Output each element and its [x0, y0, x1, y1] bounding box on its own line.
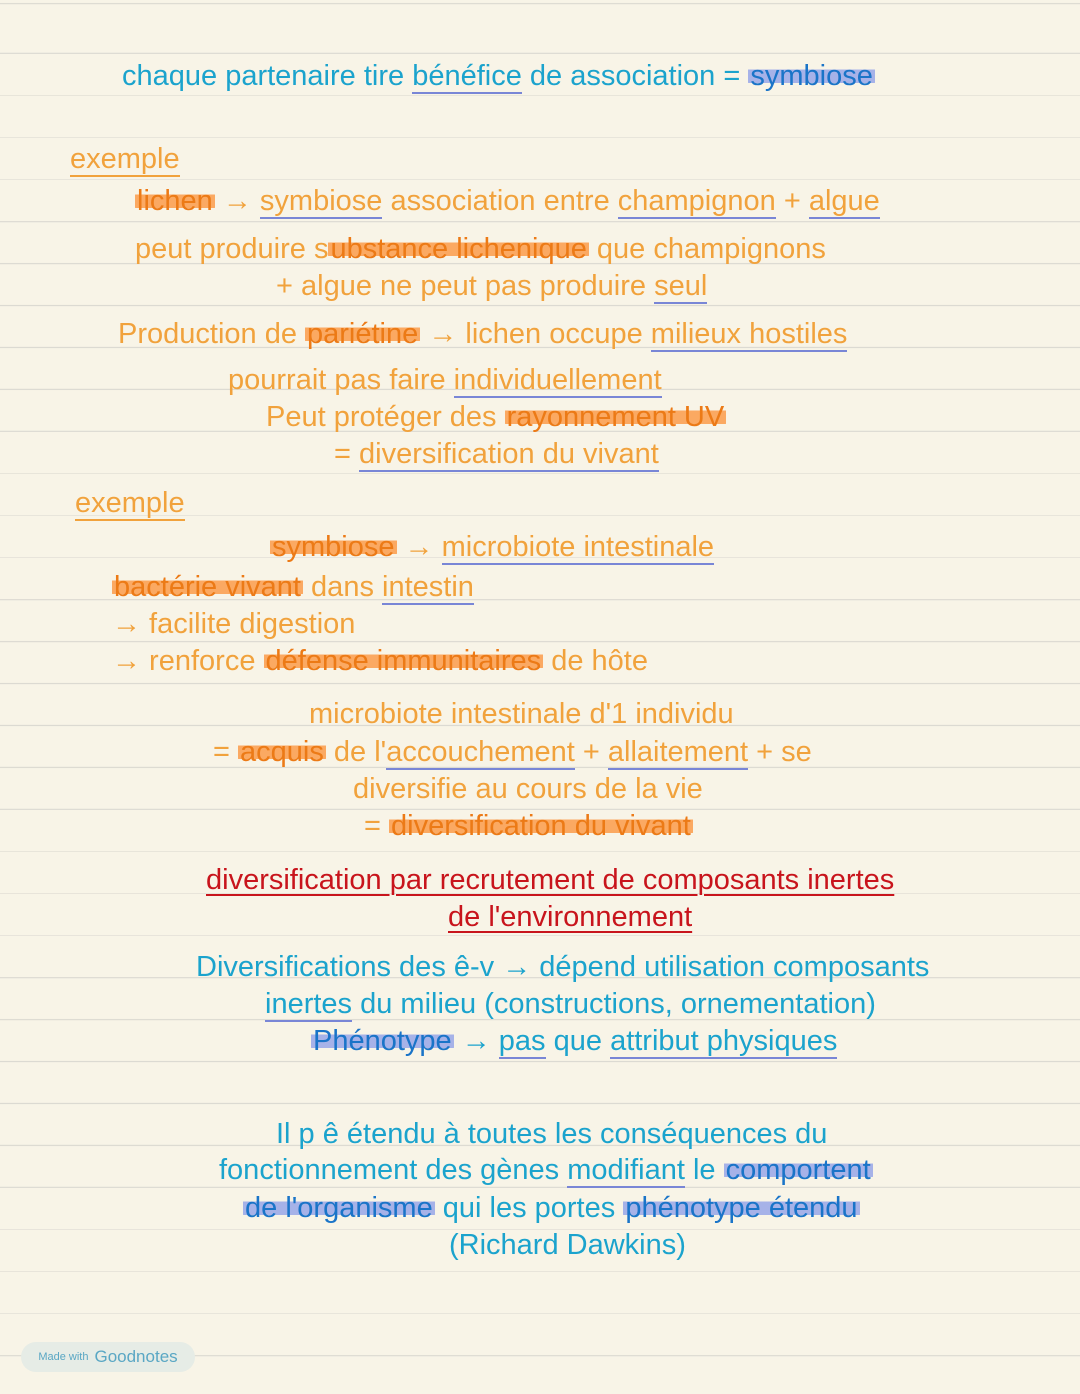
uv-line: Peut protéger des rayonnement UV [266, 401, 725, 433]
diversify-line: diversifie au cours de la vie [353, 773, 703, 805]
individual-microbiote-line: microbiote intestinale d'1 individu [309, 698, 734, 730]
extended-line: Il p ê étendu à toutes les conséquences du [276, 1118, 828, 1150]
goodnotes-badge: Made with Goodnotes [21, 1342, 195, 1372]
phenotype-line: Phénotype → pas que attribut physiques [313, 1025, 838, 1057]
section-title-line-1: diversification par recrutement de composants inertes [206, 864, 895, 896]
milieu-line: inertes du milieu (constructions, ornementation) [265, 988, 876, 1020]
section-title-line-2: de l'environnement [448, 901, 693, 933]
diversification-line-2: = diversification du vivant [364, 810, 691, 842]
algae-line: + algue ne peut pas produire seul [276, 270, 708, 302]
individually-line: pourrait pas faire individuellement [228, 364, 662, 396]
organism-line: de l'organisme qui les portes phénotype étendu [245, 1192, 858, 1224]
bacteria-line: bactérie vivant dans intestin [114, 571, 474, 603]
digestion-line: → facilite digestion [112, 608, 356, 640]
acquired-line: = acquis de l'accouchement + allaitement + se [213, 736, 812, 768]
example-heading-2: exemple [75, 487, 185, 519]
substance-line: peut produire substance lichenique que champignons [135, 233, 826, 265]
lichen-line: lichen → symbiose association entre champignon + algue [137, 185, 880, 217]
inert-components-line: Diversifications des ê-v → dépend utilisation composants [196, 951, 930, 983]
intro-line: chaque partenaire tire bénéfice de association = symbiose [122, 60, 873, 92]
diversification-line-1: = diversification du vivant [334, 438, 659, 470]
example-heading-1: exemple [70, 143, 180, 175]
microbiote-line: symbiose → microbiote intestinale [272, 531, 715, 563]
genes-line: fonctionnement des gènes modifiant le comportent [219, 1154, 871, 1186]
author-line: (Richard Dawkins) [449, 1229, 686, 1261]
immunity-line: → renforce défense immunitaires de hôte [112, 645, 648, 677]
parietine-line: Production de pariétine → lichen occupe milieux hostiles [118, 318, 848, 350]
